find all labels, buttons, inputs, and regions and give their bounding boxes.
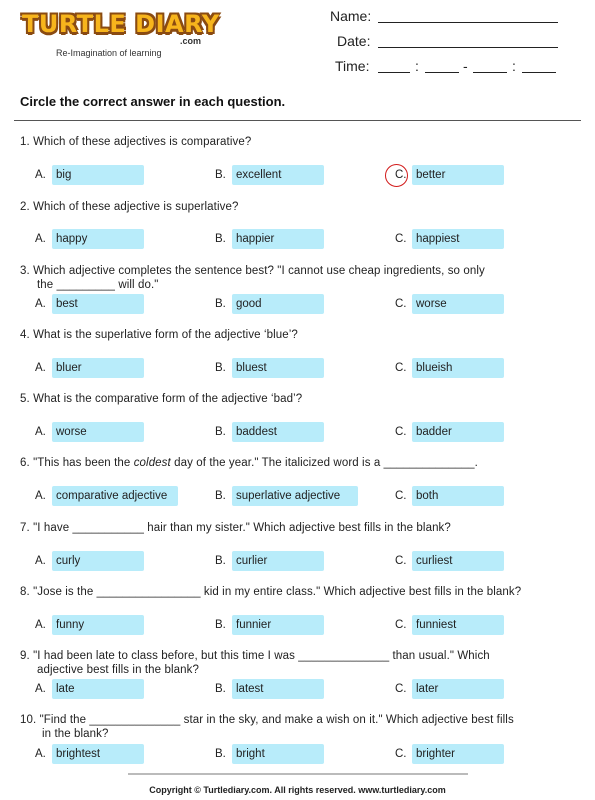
q5-option-c[interactable]: C. badder xyxy=(395,422,504,442)
q6-option-a[interactable]: A. comparative adjective xyxy=(35,486,178,506)
time-hours-field[interactable] xyxy=(378,72,410,73)
question-9: 9. "I had been late to class before, but this time I was ______________ than usual." Which adjective best fills in the blank? xyxy=(20,650,490,676)
q1-option-c[interactable]: C. better xyxy=(395,165,504,185)
divider xyxy=(14,120,581,121)
question-7: 7. "I have ___________ hair than my sister." Which adjective best fills in the blank? xyxy=(20,522,451,534)
name-label: Name: xyxy=(330,8,372,24)
question-6: 6. "This has been the coldest day of the year." The italicized word is a ______________. xyxy=(20,457,478,469)
instruction-heading: Circle the correct answer in each question. xyxy=(20,94,286,109)
time-label: Time: xyxy=(335,58,370,74)
q3-option-b[interactable]: B. good xyxy=(215,294,324,314)
q8-option-c[interactable]: C. funniest xyxy=(395,615,504,635)
time-minutes-end-field[interactable] xyxy=(522,72,556,73)
q10-option-a[interactable]: A. brightest xyxy=(35,744,144,764)
name-field[interactable] xyxy=(378,22,558,23)
question-1: 1. Which of these adjectives is comparative? xyxy=(20,136,252,148)
time-dash: - xyxy=(463,58,468,74)
q5-option-a[interactable]: A. worse xyxy=(35,422,144,442)
q3-option-a[interactable]: A. best xyxy=(35,294,144,314)
q2-option-b[interactable]: B. happier xyxy=(215,229,324,249)
q6-option-c[interactable]: C. both xyxy=(395,486,504,506)
q1-option-a[interactable]: A. big xyxy=(35,165,144,185)
time-hours-end-field[interactable] xyxy=(473,72,507,73)
q9-option-c[interactable]: C. later xyxy=(395,679,504,699)
question-2: 2. Which of these adjective is superlative? xyxy=(20,201,239,213)
copyright-footer: Copyright © Turtlediary.com. All rights reserved. www.turtlediary.com xyxy=(149,785,446,795)
date-field[interactable] xyxy=(378,47,558,48)
answer-circle-mark xyxy=(385,164,408,187)
q4-option-c[interactable]: C. blueish xyxy=(395,358,504,378)
time-minutes-field[interactable] xyxy=(425,72,459,73)
q7-option-c[interactable]: C. curliest xyxy=(395,551,504,571)
q8-option-a[interactable]: A. funny xyxy=(35,615,144,635)
q5-option-b[interactable]: B. baddest xyxy=(215,422,324,442)
question-4: 4. What is the superlative form of the adjective ‘blue’? xyxy=(20,329,298,341)
q4-option-a[interactable]: A. bluer xyxy=(35,358,144,378)
date-label: Date: xyxy=(337,33,371,49)
footer-divider xyxy=(128,773,468,775)
q7-option-a[interactable]: A. curly xyxy=(35,551,144,571)
time-separator: : xyxy=(415,58,419,74)
q8-option-b[interactable]: B. funnier xyxy=(215,615,324,635)
question-5: 5. What is the comparative form of the adjective ‘bad’? xyxy=(20,393,303,405)
q1-option-b[interactable]: B. excellent xyxy=(215,165,324,185)
turtle-diary-logo xyxy=(22,10,220,60)
q10-option-c[interactable]: C. brighter xyxy=(395,744,504,764)
logo-wordmark: TURTLE DIARY xyxy=(22,10,220,38)
time-separator-2: : xyxy=(512,58,516,74)
q2-option-a[interactable]: A. happy xyxy=(35,229,144,249)
q7-option-b[interactable]: B. curlier xyxy=(215,551,324,571)
q9-option-b[interactable]: B. latest xyxy=(215,679,324,699)
question-8: 8. "Jose is the ________________ kid in my entire class." Which adjective best fills in the blank? xyxy=(20,586,522,598)
q9-option-a[interactable]: A. late xyxy=(35,679,144,699)
logo-tagline: Re-Imagination of learning xyxy=(56,48,162,58)
q3-option-c[interactable]: C. worse xyxy=(395,294,504,314)
q10-option-b[interactable]: B. bright xyxy=(215,744,324,764)
logo-domain: .com xyxy=(180,36,202,46)
italicized-word: coldest xyxy=(133,457,171,469)
q4-option-b[interactable]: B. bluest xyxy=(215,358,324,378)
question-3: 3. Which adjective completes the sentence best? "I cannot use cheap ingredients, so only the _________ will do." xyxy=(20,265,485,291)
q6-option-b[interactable]: B. superlative adjective xyxy=(215,486,358,506)
question-10: 10. "Find the ______________ star in the sky, and make a wish on it." Which adjective best fills in the blank? xyxy=(20,714,514,740)
q2-option-c[interactable]: C. happiest xyxy=(395,229,504,249)
